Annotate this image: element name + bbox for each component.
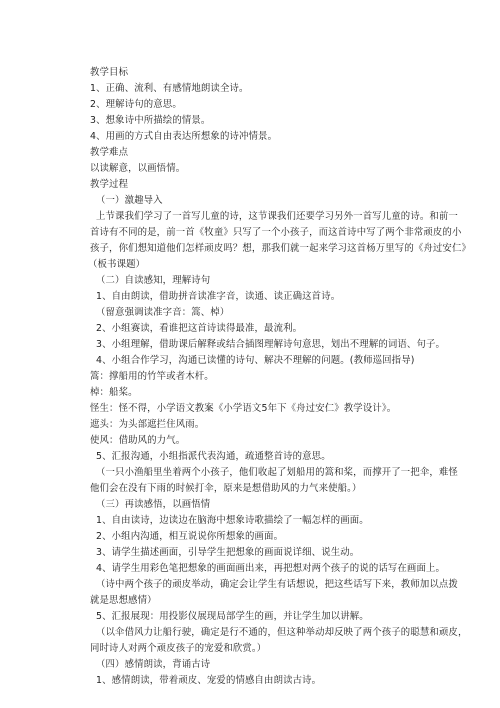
note-line: （一只小渔船里坐着两个小孩子，他们收起了划船用的篙和桨，而撑开了一把伞，难怪 — [96, 467, 458, 478]
paragraph-line: （板书课题） — [88, 259, 146, 270]
step-line: 5、汇报沟通，小组指派代表沟通，疏通整首诗的意思。 — [96, 451, 331, 462]
vocab-line: 使风：借助风的力气。 — [90, 435, 186, 446]
heading-teaching-difficulty: 教学难点 — [90, 147, 129, 158]
note-line: 他们会在没有下雨的时候打伞，原来是想借助风的力气来使船。） — [90, 483, 362, 494]
note-line: 就是思想感情） — [90, 595, 157, 606]
step-line: 1、自由读诗，边读边在脑海中想象诗歌描绘了一幅怎样的画面。 — [96, 515, 369, 526]
section-heading: （二）自读感知，理解诗句 — [96, 275, 211, 286]
step-line: 4、请学生用彩色笔把想象的画面画出来，再把想对两个孩子的说的话写在画面上。 — [96, 563, 446, 574]
step-line: 4、小组合作学习，沟通已读懂的诗句、解决不理解的问题。(教师巡回指导) — [96, 355, 415, 366]
goal-line: 2、理解诗句的意思。 — [90, 99, 182, 110]
heading-teaching-goals: 教学目标 — [90, 67, 129, 78]
heading-teaching-process: 教学过程 — [90, 179, 129, 190]
section-heading: （一）激趣导入 — [96, 195, 163, 206]
step-line: 1、感情朗读，带着顽皮、宠爱的情感自由朗读古诗。 — [96, 675, 322, 686]
goal-line: 3、想象诗中所描绘的情景。 — [90, 115, 211, 126]
step-line: 3、请学生描述画面，引导学生把想象的画面说详细、说生动。 — [96, 547, 360, 558]
vocab-line: 棹：船桨。 — [90, 387, 138, 398]
paragraph-line: 首诗有不同的是，前一首《牧童》只写了一个小孩子，而这首诗中写了两个非常顽皮的小 — [90, 227, 462, 238]
goal-line: 1、正确、流利、有感情地朗读全诗。 — [90, 83, 249, 94]
step-line: 1、自由朗读，借助拼音读准字音，读通、读正确这首诗。 — [96, 291, 341, 302]
step-line: 3、小组理解，借助课后解释或结合插图理解诗句意思，划出不理解的词语、句子。 — [96, 339, 446, 350]
paragraph-line: 孩子，你们想知道他们怎样顽皮吗？想，那我们就一起来学习这首杨万里写的《舟过安仁》 — [90, 243, 472, 254]
vocab-line: 遮头：为头部遮拦住风雨。 — [90, 419, 205, 430]
goal-line: 4、用画的方式自由表达所想象的诗冲情景。 — [90, 131, 278, 142]
paragraph-line: 上节课我们学习了一首写儿童的诗，这节课我们还要学习另外一首写儿童的诗。和前一 — [96, 211, 458, 222]
vocab-line: 怪生：怪不得，小学语文教案《小学语文5年下《舟过安仁》教学设计》。 — [90, 403, 397, 414]
difficulty-line: 以读解意，以画悟情。 — [90, 163, 186, 174]
note-line: （留意强调读准字音：篙、棹） — [96, 307, 230, 318]
note-line: （诗中两个孩子的顽皮举动，确定会让学生有话想说，把这些话写下来，教师加以点拨 — [96, 579, 458, 590]
step-line: 2、小组赛读，看谁把这首诗读得最准，最流利。 — [96, 323, 303, 334]
note-line: 同时诗人对两个顽皮孩子的宠爱和欣赏。） — [90, 643, 267, 654]
note-line: （以伞借风力让船行驶，确定是行不通的，但这种举动却反映了两个孩子的聪慧和顽皮， — [96, 627, 468, 638]
step-line: 2、小组内沟通，相互说说你所想象的画面。 — [96, 531, 284, 542]
section-heading: （三）再读感悟，以画悟情 — [96, 499, 211, 510]
vocab-line: 篙：撑船用的竹竿或者木杆。 — [90, 371, 214, 382]
section-heading: （四）感情朗读，背诵古诗 — [96, 659, 211, 670]
step-line: 5、汇报展现：用投影仪展现局部学生的画，并让学生加以讲解。 — [96, 611, 369, 622]
